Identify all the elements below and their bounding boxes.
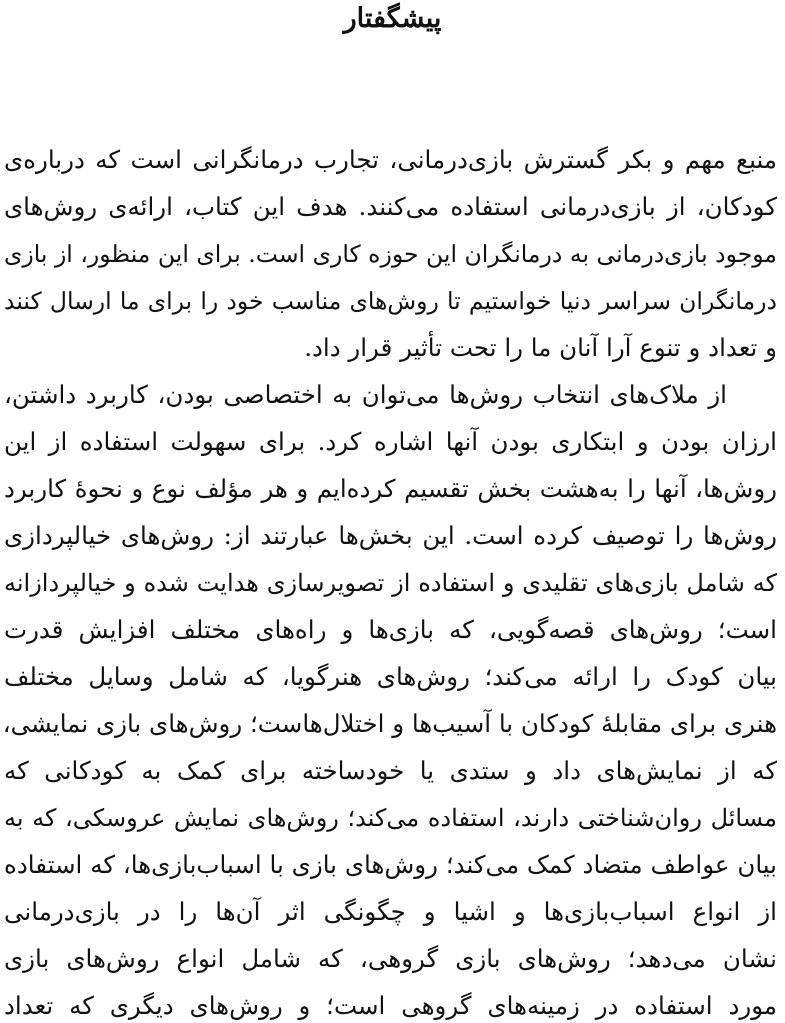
text-line: روش‌ها را توصیف کرده است. این بخش‌ها عبارتند از: روش‌های خیالپردازی [4,521,777,550]
text-line: که از نمایش‌های داد و ستدی یا خودساخته برای کمک به کودکانی که [4,756,777,785]
text-line: بیان کودک را ارائه می‌کند؛ روش‌های هنرگویا، که شامل وسایل مختلف [4,662,777,691]
text-line: مورد استفاده در زمینه‌های گروهی است؛ و روش‌های دیگری که تعداد [4,991,777,1020]
text-line: ارزان بودن و ابتکاری بودن آنها اشاره کرد. برای سهولت استفاده از این [4,427,777,456]
text-line: درمانگران سراسر دنیا خواستیم تا روش‌های مناسب خود را برای ما ارسال کنند [4,287,777,315]
text-line: که شامل بازی‌های تقلیدی و استفاده از تصویرسازی هدایت شده و خیالپردازانه [4,569,777,597]
text-line: از انواع اسباب‌بازی‌ها و اشیا و چگونگی اثر آن‌ها را در بازی‌درمانی [4,897,777,926]
text-line: بیان عواطف متضاد کمک می‌کند؛ روش‌های بازی با اسباب‌بازی‌ها، که استفاده [4,850,777,879]
text-line: هنری برای مقابلهٔ کودکان با آسیب‌ها و اختلال‌هاست؛ روش‌های بازی نمایشی، [2,709,777,738]
text-line: مسائل روان‌شناختی دارند، استفاده می‌کند؛ روش‌های نمایش عروسکی، که به [4,804,778,832]
text-line: کودکان، از بازی‌درمانی استفاده می‌کنند. هدف این کتاب، ارائه‌ی روش‌های [4,192,777,221]
text-line: نشان می‌دهد؛ روش‌های بازی گروهی، که شامل انواع روش‌های بازی [4,944,777,973]
text-line: موجود بازی‌درمانی به درمانگران این حوزه کاری است. برای این منظور، از بازی [4,240,777,268]
text-line: منبع مهم و بکر گسترش بازی‌درمانی، تجارب درمانگرانی است که درباره‌ی [4,145,777,174]
page-title: پیشگفتار [343,3,442,34]
text-line: است؛ روش‌های قصه‌گویی، که بازی‌ها و راه‌های مختلف افزایش قدرت [4,615,777,644]
text-line: روش‌ها، آنها را به‌هشت بخش تقسیم کرده‌ایم و هر مؤلف نوع و نحوهٔ کاربرد [4,474,777,503]
text-line: از ملاک‌های انتخاب روش‌ها می‌توان به اختصاصی بودن، کاربرد داشتن، [4,380,727,409]
text-line: و تعداد و تنوع آرا آنان ما را تحت تأثیر قرار داد. [304,333,777,362]
